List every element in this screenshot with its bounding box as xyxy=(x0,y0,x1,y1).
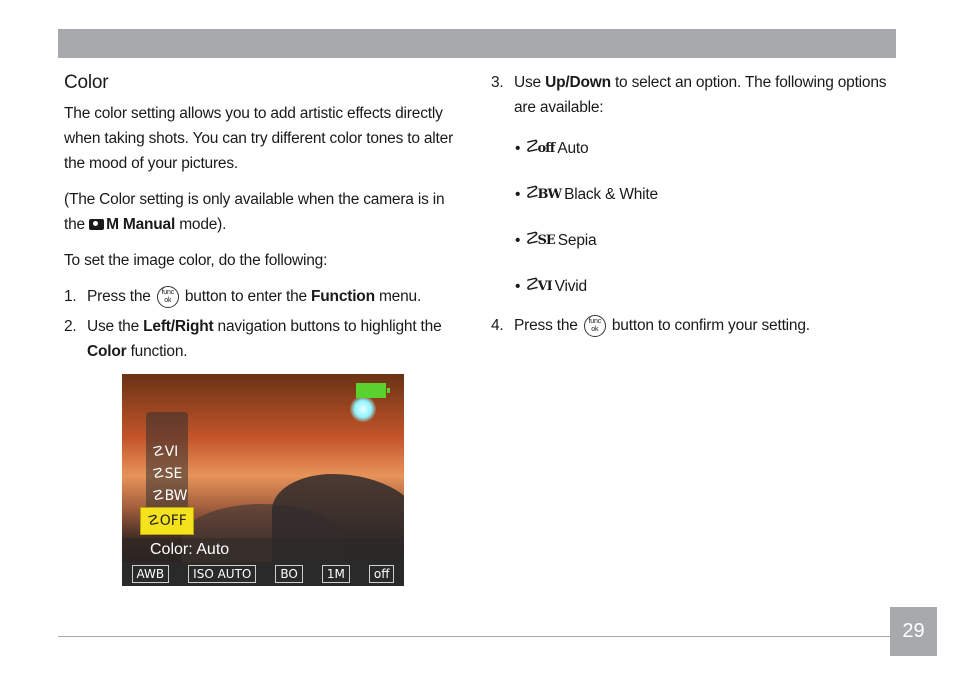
awb-indicator: AWB xyxy=(132,565,170,583)
menu-item-off-selected: ☡ OFF xyxy=(140,507,194,535)
size-indicator: 1M xyxy=(322,565,350,583)
menu-item-bw: ☡BW xyxy=(152,488,188,504)
instructions-intro: To set the image color, do the following: xyxy=(64,252,328,269)
camera-icon xyxy=(89,219,104,230)
option-sepia: • ☡SE Sepia xyxy=(515,217,891,263)
step-4: 4. Press the func ok button to confirm your setting. xyxy=(491,313,891,338)
color-off-icon: ☡off xyxy=(523,137,555,157)
intro-paragraph: The color setting allows you to add artistic effects directly when taking shots. You can try different color tones to alter the mood of your pictures. xyxy=(64,105,454,172)
sun xyxy=(350,396,376,422)
option-black-white: • ☡BW Black & White xyxy=(515,171,891,217)
color-label: Color: Auto xyxy=(122,538,404,562)
option-vivid: • ☡VI Vivid xyxy=(515,263,891,309)
page-number: 29 xyxy=(890,607,937,656)
status-bar xyxy=(122,562,404,586)
right-column xyxy=(491,70,891,343)
availability-note: (The Color setting is only available when the camera is in the M Manual mode). xyxy=(64,191,445,233)
menu-item-sepia: ☡SE xyxy=(152,466,183,482)
color-indicator: off xyxy=(369,565,395,583)
color-sepia-icon: ☡SE xyxy=(523,229,555,249)
section-heading: Color xyxy=(64,72,109,93)
step-1: 1. Press the func ok button to enter the Function menu. xyxy=(64,284,464,309)
option-auto: • ☡off Auto xyxy=(515,125,891,171)
step-3: 3. Use Up/Down to select an option. The following options are available: xyxy=(491,74,887,116)
iso-indicator: ISO AUTO xyxy=(188,565,256,583)
step-2: 2. Use the Left/Right navigation buttons to highlight the Color function. xyxy=(64,318,442,360)
color-bw-icon: ☡BW xyxy=(523,183,562,203)
color-vivid-icon: ☡VI xyxy=(523,275,552,295)
footer-line xyxy=(58,636,890,637)
menu-item-vivid: ☡VI xyxy=(152,444,179,460)
bracket-indicator: BO xyxy=(275,565,302,583)
header-bar xyxy=(58,29,896,58)
camera-screen-image xyxy=(122,374,404,586)
func-ok-button-icon: func ok xyxy=(157,286,179,308)
left-column xyxy=(64,70,464,369)
battery-icon xyxy=(356,383,386,398)
func-ok-button-icon: func ok xyxy=(584,315,606,337)
